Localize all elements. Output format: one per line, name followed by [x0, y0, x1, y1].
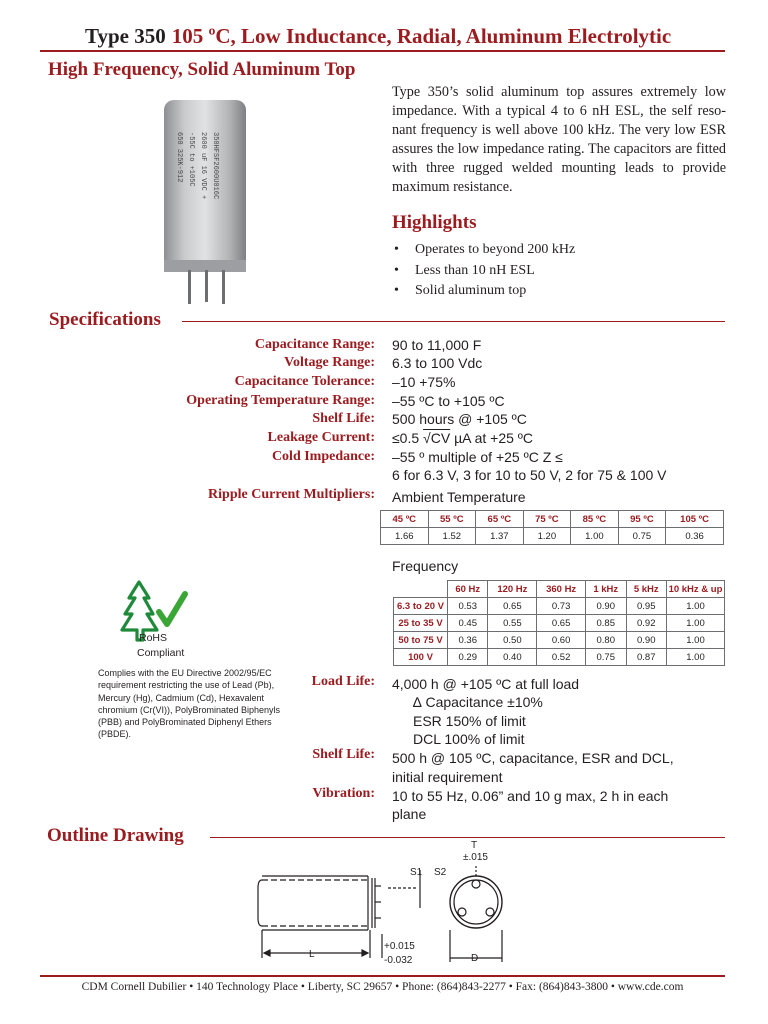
specifications-title: Specifications [49, 309, 161, 330]
vibration-value-2: plane [392, 806, 427, 822]
load-life-value-3: ESR 150% of limit [413, 713, 526, 729]
outline-title: Outline Drawing [47, 825, 184, 846]
operating-temperature-value: –55 ºC to +105 ºC [392, 393, 505, 409]
frequency-corner [394, 581, 448, 598]
drawing-body-left-edge [258, 880, 262, 926]
dim-t-label: T [471, 840, 478, 851]
ambient-value: 0.36 [666, 528, 724, 545]
check-icon [159, 594, 185, 624]
footer-rule [40, 975, 725, 977]
frequency-value: 0.92 [626, 615, 667, 632]
photo-marking-1: 650 325K-912 [175, 132, 183, 183]
frequency-value: 0.40 [488, 649, 537, 666]
dim-l-label: L [309, 949, 315, 960]
capacitor-lead-3 [222, 270, 225, 304]
ambient-header: 45 ºC [381, 511, 429, 528]
shelf-life-label-2: Shelf Life: [312, 747, 375, 762]
frequency-title: Frequency [392, 558, 459, 574]
frequency-value: 0.95 [626, 598, 667, 615]
frequency-value: 1.00 [667, 632, 725, 649]
leakage-root: √CV [423, 430, 451, 446]
frequency-value: 0.80 [586, 632, 626, 649]
frequency-value: 1.00 [667, 649, 725, 666]
end-view-outer [450, 876, 502, 928]
capacitance-tolerance-label: Capacitance Tolerance: [234, 374, 375, 389]
footer: CDM Cornell Dubilier • 140 Technology Place • Liberty, SC 29657 • Phone: (864)843-2277 • Fax: (864)843-3800 • www.cde.com [81, 981, 684, 993]
dim-t-tolerance: ±.015 [463, 852, 488, 863]
highlights-title: Highlights [392, 212, 477, 233]
shelf-life-value: 500 hours @ +105 ºC [392, 411, 527, 427]
leakage-prefix: ≤0.5 [392, 430, 424, 446]
vibration-label: Vibration: [312, 786, 375, 801]
highlight-item: • Operates to beyond 200 kHz [392, 240, 722, 261]
table-row [394, 598, 725, 615]
frequency-value: 0.55 [488, 615, 537, 632]
capacitance-tolerance-value: –10 +75% [392, 374, 456, 390]
dim-l-tolerance-minus: -0.032 [384, 955, 413, 966]
specifications-rule [182, 321, 725, 322]
vibration-value-1: 10 to 55 Hz, 0.06” and 10 g max, 2 h in each [392, 788, 669, 804]
frequency-value: 0.90 [626, 632, 667, 649]
dim-s2-label: S2 [434, 867, 447, 878]
rohs-badge-line1: RoHS [139, 632, 168, 644]
dim-d-label: D [471, 953, 479, 964]
load-life-label: Load Life: [311, 674, 375, 689]
voltage-range-label: Voltage Range: [284, 355, 375, 370]
ambient-temperature-table [380, 510, 724, 545]
load-life-value-4: DCL 100% of limit [413, 731, 525, 747]
highlights-list [392, 240, 722, 302]
capacitor-lead-1 [188, 270, 191, 304]
load-life-value-2: ∆ Capacitance ±10% [413, 694, 543, 710]
frequency-row-label: 6.3 to 20 V [394, 598, 448, 615]
frequency-header: 1 kHz [586, 581, 626, 598]
voltage-range-value: 6.3 to 100 Vdc [392, 355, 483, 371]
ambient-header: 95 ºC [618, 511, 666, 528]
photo-marking-2: -55C to +105C [187, 132, 195, 187]
capacitance-range-value: 90 to 11,000 F [392, 337, 482, 353]
frequency-header: 360 Hz [537, 581, 586, 598]
ambient-value: 1.52 [428, 528, 476, 545]
frequency-row-label: 50 to 75 V [394, 632, 448, 649]
load-life-value-1: 4,000 h @ +105 ºC at full load [392, 676, 580, 692]
title-text: 105 ºC, Low Inductance, Radial, Aluminum Electrolytic [171, 24, 672, 48]
shelf-life-value-2b: initial requirement [392, 769, 503, 785]
highlight-item: • Solid aluminum top [392, 281, 722, 302]
frequency-value: 0.73 [537, 598, 586, 615]
outline-drawing [250, 838, 520, 968]
frequency-value: 0.85 [586, 615, 626, 632]
leakage-current-label: Leakage Current: [267, 430, 375, 445]
frequency-value: 0.50 [488, 632, 537, 649]
rohs-description: Complies with the EU Directive 2002/95/EC requirement restricting the use of Lead (Pb), Mercury (Hg), Cadmium (Cd), Hexavalent chromium (Cr(VI)), PolyBrominated Biphenyls (PBB) and PolyBrominated Diphenyl Ethers (PBDE). [98, 668, 281, 740]
frequency-value: 0.45 [448, 615, 488, 632]
frequency-header: 10 kHz & up [667, 581, 725, 598]
ambient-header: 105 ºC [666, 511, 724, 528]
ambient-header: 75 ºC [523, 511, 571, 528]
dim-l-tolerance-plus: +0.015 [384, 941, 415, 952]
capacitance-range-label: Capacitance Range: [254, 337, 375, 352]
subtitle: High Frequency, Solid Aluminum Top [48, 59, 356, 80]
frequency-header: 120 Hz [488, 581, 537, 598]
shelf-life-value-2a: 500 h @ 105 ºC, capacitance, ESR and DCL, [392, 750, 674, 766]
operating-temperature-label: Operating Temperature Range: [186, 393, 375, 408]
table-row [394, 632, 725, 649]
capacitor-photo [150, 92, 260, 312]
leakage-current-value [392, 429, 533, 447]
frequency-value: 0.29 [448, 649, 488, 666]
cold-impedance-value-1: –55 º multiple of +25 ºC Z ≤ [392, 449, 563, 465]
ambient-value: 1.00 [571, 528, 619, 545]
frequency-value: 0.65 [537, 615, 586, 632]
rohs-badge-line2: Compliant [137, 647, 185, 659]
frequency-value: 0.53 [448, 598, 488, 615]
frequency-table [393, 580, 725, 666]
intro-paragraph: Type 350’s solid aluminum top assures extremely low impedance. With a typical 4 to 6 nH ESL, the self reso- nant frequency is well above 100 kHz. The very low ESR assures the low impedance rating. The capacitors are fitted with three rugged welded mounting leads to provide maximum resistance. [392, 84, 726, 195]
frequency-value: 0.60 [537, 632, 586, 649]
table-row [394, 649, 725, 666]
ripple-current-label: Ripple Current Multipliers: [208, 487, 375, 502]
frequency-value: 1.00 [667, 598, 725, 615]
frequency-value: 0.52 [537, 649, 586, 666]
frequency-header: 60 Hz [448, 581, 488, 598]
table-row [394, 615, 725, 632]
frequency-row-label: 25 to 35 V [394, 615, 448, 632]
ambient-header: 65 ºC [476, 511, 524, 528]
title-rule [40, 50, 725, 52]
photo-marking-4: 350HFSF2600U016C [211, 132, 219, 200]
ambient-header: 55 ºC [428, 511, 476, 528]
leakage-suffix: µA at +25 ºC [450, 430, 534, 446]
cold-impedance-value-2: 6 for 6.3 V, 3 for 10 to 50 V, 2 for 75 & 100 V [392, 467, 667, 483]
highlight-item: • Less than 10 nH ESL [392, 261, 722, 282]
frequency-row-label: 100 V [394, 649, 448, 666]
frequency-header: 5 kHz [626, 581, 667, 598]
frequency-value: 0.87 [626, 649, 667, 666]
capacitor-lead-2 [205, 270, 208, 302]
ambient-header: 85 ºC [571, 511, 619, 528]
frequency-value: 0.90 [586, 598, 626, 615]
frequency-value: 0.75 [586, 649, 626, 666]
shelf-life-label: Shelf Life: [312, 411, 375, 426]
frequency-value: 0.65 [488, 598, 537, 615]
ambient-temperature-title: Ambient Temperature [392, 489, 526, 505]
cold-impedance-label: Cold Impedance: [271, 449, 375, 464]
ambient-value: 1.66 [381, 528, 429, 545]
frequency-value: 1.00 [667, 615, 725, 632]
rohs-badge [115, 578, 205, 666]
ambient-value: 1.37 [476, 528, 524, 545]
ambient-value: 1.20 [523, 528, 571, 545]
frequency-value: 0.36 [448, 632, 488, 649]
photo-marking-3: 2600 uF 16 VDC + [199, 132, 207, 200]
page-title [85, 24, 725, 50]
ambient-value: 0.75 [618, 528, 666, 545]
dim-s1-label: S1 [410, 867, 423, 878]
type-label: Type 350 [85, 24, 166, 48]
